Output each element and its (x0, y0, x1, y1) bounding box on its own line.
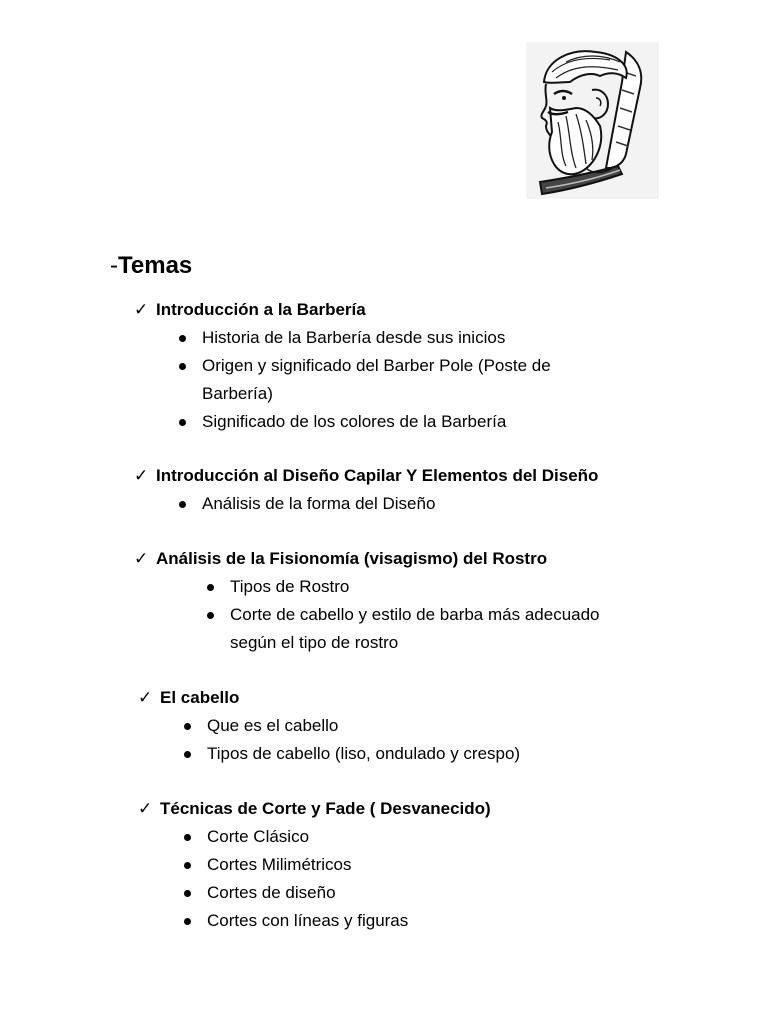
topic-label: Técnicas de Corte y Fade ( Desvanecido) (160, 799, 491, 818)
topic-list (181, 823, 608, 935)
title-text: Temas (118, 252, 193, 279)
list-item (176, 352, 604, 408)
check-icon: ✓ (138, 688, 153, 707)
topic-list (204, 573, 644, 657)
bullet-icon (184, 862, 191, 869)
list-item-text: Que es el cabello (207, 716, 339, 735)
topic-list (181, 712, 608, 768)
bullet-icon (184, 751, 191, 758)
list-item-text: Historia de la Barbería desde sus inicios (202, 328, 506, 347)
topic-heading (134, 545, 654, 573)
bullet-icon (207, 584, 214, 591)
check-icon: ✓ (138, 799, 153, 818)
topic-section (138, 795, 608, 935)
topic-heading (138, 795, 608, 823)
topic-section (138, 684, 608, 768)
topic-heading (134, 296, 604, 324)
page-title (110, 250, 192, 282)
topic-section (134, 296, 604, 436)
list-item (181, 851, 608, 879)
list-item-text: Corte de cabello y estilo de barba más adecuado según el tipo de rostro (230, 605, 600, 652)
list-item (181, 740, 608, 768)
list-item (176, 408, 604, 436)
topic-label: Introducción a la Barbería (156, 300, 366, 319)
bullet-icon (184, 834, 191, 841)
list-item-text: Significado de los colores de la Barbería (202, 412, 507, 431)
list-item (181, 879, 608, 907)
list-item (176, 490, 694, 518)
topic-label: Introducción al Diseño Capilar Y Elementos del Diseño (156, 466, 599, 485)
topic-list (176, 490, 694, 518)
list-item (181, 712, 608, 740)
bullet-icon (207, 612, 214, 619)
list-item-text: Cortes de diseño (207, 883, 336, 902)
bullet-icon (184, 890, 191, 897)
list-item-text: Origen y significado del Barber Pole (Poste de Barbería) (202, 356, 551, 403)
list-item (181, 907, 608, 935)
bearded-man-razor-icon (526, 42, 659, 199)
bullet-icon (179, 335, 186, 342)
list-item-text: Cortes Milimétricos (207, 855, 352, 874)
topic-heading (134, 462, 694, 490)
topic-section (134, 462, 694, 518)
check-icon: ✓ (134, 300, 149, 319)
list-item (204, 573, 644, 601)
title-dash: - (110, 252, 118, 279)
list-item (204, 601, 644, 657)
list-item-text: Análisis de la forma del Diseño (202, 494, 436, 513)
bullet-icon (179, 419, 186, 426)
bullet-icon (184, 723, 191, 730)
topic-label: El cabello (160, 688, 240, 707)
topic-list (176, 324, 604, 436)
bullet-icon (179, 501, 186, 508)
topic-label: Análisis de la Fisionomía (visagismo) del Rostro (156, 549, 548, 568)
check-icon: ✓ (134, 466, 149, 485)
list-item-text: Corte Clásico (207, 827, 310, 846)
topic-section (134, 545, 654, 657)
list-item (181, 823, 608, 851)
list-item-text: Tipos de Rostro (230, 577, 350, 596)
topic-heading (138, 684, 608, 712)
list-item (176, 324, 604, 352)
list-item-text: Tipos de cabello (liso, ondulado y crespo) (207, 744, 521, 763)
check-icon: ✓ (134, 549, 149, 568)
bullet-icon (184, 918, 191, 925)
list-item-text: Cortes con líneas y figuras (207, 911, 409, 930)
bullet-icon (179, 363, 186, 370)
